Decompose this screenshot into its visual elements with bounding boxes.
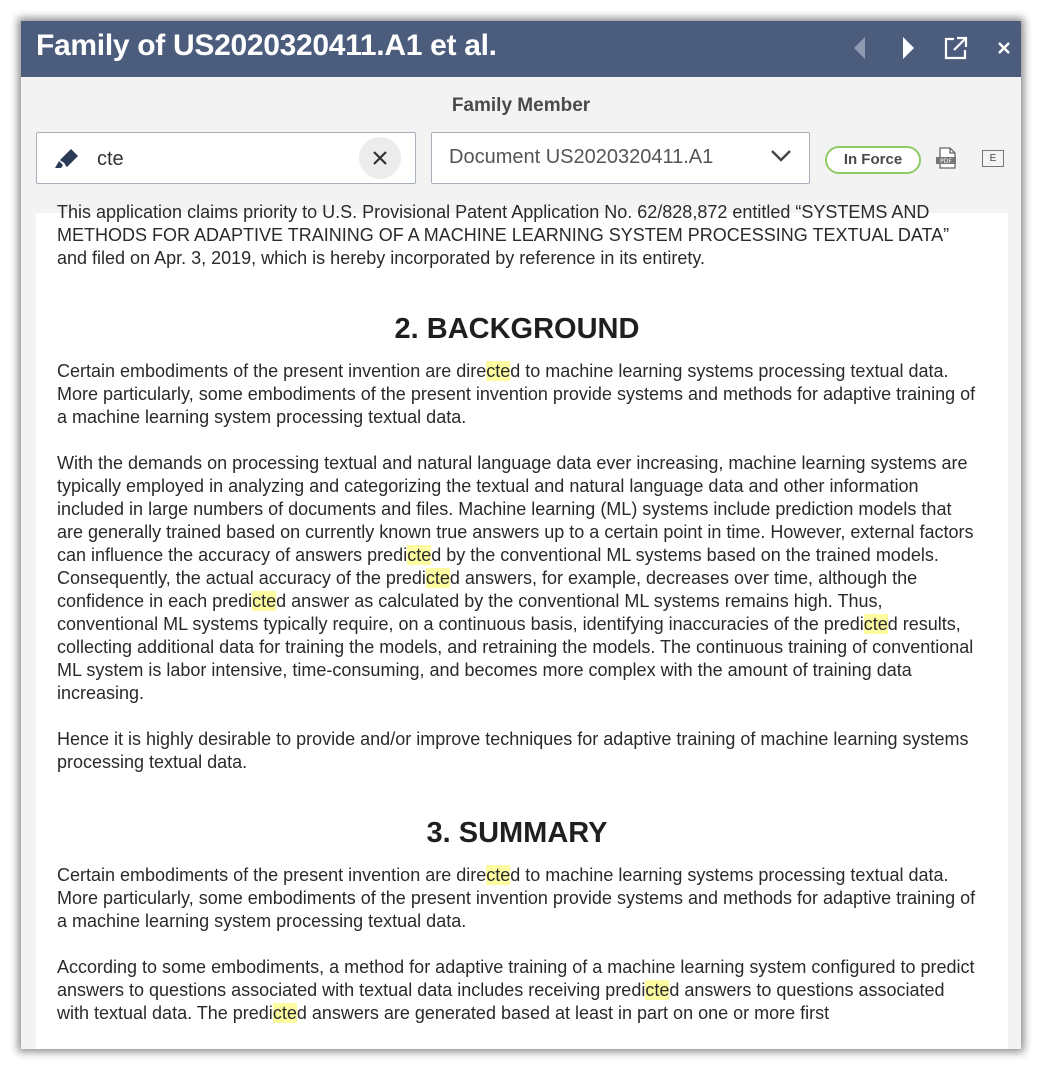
section-paragraph: Certain embodiments of the present invention are directed to machine learning systems processing textual data. More particularly, some embodiments of the present invention provide systems and methods for adaptive training of a machine learning system processing textual data. — [57, 361, 976, 427]
close-icon — [372, 150, 388, 166]
search-input[interactable] — [95, 143, 349, 175]
highlighter-icon — [53, 146, 81, 175]
section-paragraph: Hence it is highly desirable to provide and/or improve techniques for adaptive training of machine learning systems processing textual data. — [57, 729, 969, 772]
search-highlight: cte — [407, 545, 432, 565]
document-viewer[interactable] — [36, 202, 1008, 1049]
section-heading: 3. SUMMARY — [426, 817, 608, 849]
search-highlight: cte — [425, 568, 450, 588]
section-paragraph: According to some embodiments, a method for adaptive training of a machine learning system configured to predict answers to questions associated with textual data includes receiving predicted answers to questions associated with textual data. The predicted answers are generated based at least in part on one or more first — [57, 957, 975, 1023]
document-select-value: Document US2020320411.A1 — [449, 146, 714, 168]
section-paragraph: With the demands on processing textual and natural language data ever increasing, machine learning systems are typically employed in analyzing and categorizing the textual and natural language data and other information included in large numbers of documents and files. Machine learning (ML) systems include prediction models that are generally trained based on currently known true answers up to a certain point in time. However, external factors can influence the accuracy of answers predicted by the conventional ML systems based on the trained models. Consequently, the actual accuracy of the predicted answers, for example, decreases over time, although the confidence in each predicted answer as calculated by the conventional ML systems remains high. Thus, conventional ML systems typically require, on a continuous basis, identifying inaccuracies of the predicted results, collecting additional data for training the models, and retraining the models. The continuous training of conventional ML system is labor intensive, time-consuming, and becomes more complex with the amount of training data increasing. — [57, 453, 974, 703]
e-button[interactable]: E — [982, 150, 1004, 167]
family-member-label: Family Member — [451, 95, 591, 116]
status-badge: In Force — [825, 146, 921, 174]
search-highlight: cte — [863, 614, 888, 634]
highlight-search-box[interactable] — [36, 132, 416, 184]
svg-text:PDF: PDF — [940, 158, 952, 165]
open-external-button[interactable] — [939, 31, 973, 65]
previous-button[interactable] — [843, 31, 877, 65]
search-highlight: cte — [645, 980, 670, 1000]
intro-paragraph: This application claims priority to U.S. Provisional Patent Application No. 62/828,872 entitled “SYSTEMS AND METHODS FOR ADAPTIVE TRAINING OF A MACHINE LEARNING SYSTEM PROCESSING TEXTUAL DATA” and filed on Apr. 3, 2019, which is hereby incorporated by reference in its entirety. — [57, 202, 950, 268]
close-button[interactable] — [989, 31, 1019, 65]
document-select[interactable] — [431, 132, 810, 184]
section-paragraph: Certain embodiments of the present invention are directed to machine learning systems processing textual data. More particularly, some embodiments of the present invention provide systems and methods for adaptive training of a machine learning system processing textual data. — [57, 865, 976, 931]
chevron-left-icon — [850, 35, 870, 61]
search-highlight: cte — [486, 361, 511, 381]
document-content — [57, 201, 977, 1048]
next-button[interactable] — [891, 31, 925, 65]
search-highlight: cte — [272, 1003, 297, 1023]
search-highlight: cte — [252, 591, 277, 611]
chevron-right-icon — [898, 35, 918, 61]
chevron-down-icon — [770, 149, 792, 168]
external-link-icon — [943, 35, 969, 61]
close-icon — [997, 41, 1011, 55]
section-heading: 2. BACKGROUND — [394, 313, 640, 345]
search-highlight: cte — [486, 865, 511, 885]
dialog-title: Family of US2020320411.A1 et al. — [36, 29, 497, 62]
pdf-icon[interactable] — [935, 146, 959, 175]
title-bar — [21, 21, 1021, 77]
clear-search-button[interactable] — [359, 137, 401, 179]
family-dialog — [21, 21, 1021, 1049]
